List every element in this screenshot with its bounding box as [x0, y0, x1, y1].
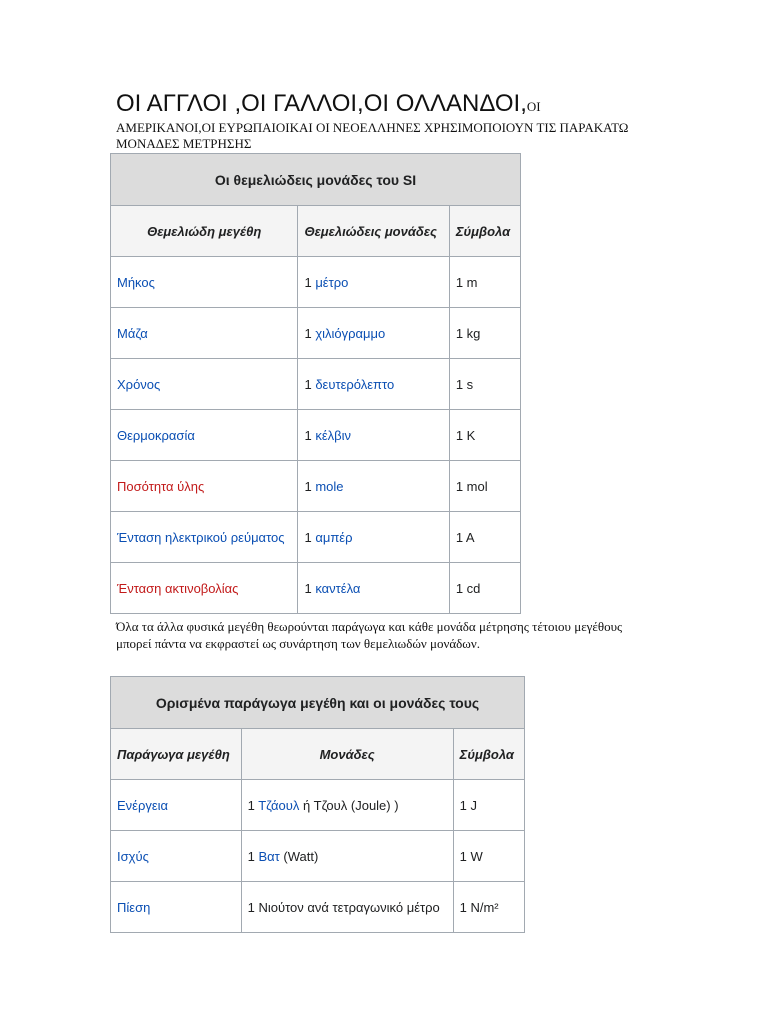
unit-suffix: (Watt) — [279, 848, 319, 864]
page-heading — [116, 88, 676, 152]
column-header-quantity: Θεμελιώδη μεγέθη — [111, 206, 298, 257]
symbol-cell: 1 s — [449, 359, 520, 410]
symbol-cell: 1 A — [449, 512, 520, 563]
table-row — [111, 461, 521, 512]
quantity-cell — [111, 410, 298, 461]
unit-number: 1 — [304, 478, 312, 494]
unit-cell — [241, 780, 453, 831]
symbol-cell: 1 kg — [449, 308, 520, 359]
column-header-unit: Θεμελιώδεις μονάδες — [298, 206, 449, 257]
unit-cell — [298, 512, 449, 563]
quantity-cell — [111, 257, 298, 308]
symbol-cell: 1 K — [449, 410, 520, 461]
quantity-cell — [111, 461, 298, 512]
unit-link[interactable]: χιλιόγραμμο — [315, 325, 386, 341]
quantity-cell — [111, 308, 298, 359]
quantity-cell — [111, 831, 242, 882]
quantity-link[interactable]: Μήκος — [117, 274, 155, 290]
heading-line-1 — [116, 88, 676, 123]
column-header-unit: Μονάδες — [241, 729, 453, 780]
table-row — [111, 410, 521, 461]
quantity-cell — [111, 359, 298, 410]
symbol-cell: 1 m — [449, 257, 520, 308]
quantity-link[interactable]: Πίεση — [117, 899, 151, 915]
unit-prefix: 1 Νιούτον ανά τετραγωνικό μέτρο — [247, 899, 440, 915]
column-header-quantity: Παράγωγα μεγέθη — [111, 729, 242, 780]
quantity-cell — [111, 882, 242, 933]
quantity-cell — [111, 780, 242, 831]
unit-link[interactable]: δευτερόλεπτο — [315, 376, 395, 392]
symbol-cell: 1 N/m² — [453, 882, 524, 933]
symbol-cell: 1 cd — [449, 563, 520, 614]
heading-large-text: ΟΙ ΑΓΓΛΟΙ ,ΟΙ ΓΑΛΛΟΙ,ΟΙ ΟΛΛΑΝΔΟΙ, — [116, 90, 527, 117]
unit-number: 1 — [304, 529, 312, 545]
quantity-cell — [111, 563, 298, 614]
heading-small-text: ΟΙ — [526, 99, 541, 114]
unit-cell — [298, 563, 449, 614]
derived-units-table — [110, 676, 525, 933]
quantity-link[interactable]: Ποσότητα ύλης — [117, 478, 205, 494]
quantity-cell — [111, 512, 298, 563]
unit-suffix: ή Τζουλ (Joule) ) — [299, 797, 399, 813]
unit-number: 1 — [304, 274, 312, 290]
unit-cell — [298, 359, 449, 410]
column-header-symbol: Σύμβολα — [453, 729, 524, 780]
table-caption: Ορισμένα παράγωγα μεγέθη και οι μονάδες τους — [111, 677, 525, 729]
symbol-cell: 1 W — [453, 831, 524, 882]
unit-cell — [298, 308, 449, 359]
unit-cell — [241, 831, 453, 882]
column-header-symbol: Σύμβολα — [449, 206, 520, 257]
unit-cell — [298, 461, 449, 512]
heading-continuation: ΑΜΕΡΙΚΑΝΟΙ,ΟΙ ΕΥΡΩΠΑΙΟΙΚΑΙ ΟΙ ΝΕΟΕΛΛΗΝΕΣ ΧΡΗΣΙΜΟΠΟΙΟΥΝ ΤΙΣ ΠΑΡΑΚΑΤΩ ΜΟΝΑΔΕΣ ΜΕΤΡΗΣΗΣ — [116, 120, 629, 151]
symbol-cell: 1 mol — [449, 461, 520, 512]
table-row — [111, 780, 525, 831]
unit-link[interactable]: mole — [315, 478, 344, 494]
table-row — [111, 882, 525, 933]
symbol-cell: 1 J — [453, 780, 524, 831]
table-row — [111, 563, 521, 614]
unit-link[interactable]: καντέλα — [315, 580, 361, 596]
unit-link[interactable]: αμπέρ — [315, 529, 353, 545]
unit-cell — [241, 882, 453, 933]
table-row — [111, 359, 521, 410]
quantity-link[interactable]: Μάζα — [117, 325, 148, 341]
quantity-link[interactable]: Θερμοκρασία — [117, 427, 195, 443]
unit-number: 1 — [304, 580, 312, 596]
body-paragraph: Όλα τα άλλα φυσικά μεγέθη θεωρούνται παράγωγα και κάθε μονάδα μέτρησης τέτοιου μεγέθους μπορεί πάντα να εκφραστεί ως συνάρτηση των θεμελιωδών μονάδων. — [116, 619, 623, 651]
table-row — [111, 512, 521, 563]
unit-link[interactable]: Βατ — [258, 848, 280, 864]
quantity-link[interactable]: Χρόνος — [117, 376, 161, 392]
unit-cell — [298, 410, 449, 461]
quantity-link[interactable]: Ενέργεια — [117, 797, 169, 813]
unit-prefix: 1 — [247, 848, 259, 864]
unit-number: 1 — [304, 325, 312, 341]
table-row — [111, 831, 525, 882]
si-base-units-table — [110, 153, 521, 614]
unit-number: 1 — [304, 427, 312, 443]
table-row — [111, 308, 521, 359]
unit-prefix: 1 — [247, 797, 259, 813]
unit-link[interactable]: Τζάουλ — [258, 797, 300, 813]
unit-link[interactable]: κέλβιν — [315, 427, 351, 443]
unit-link[interactable]: μέτρο — [315, 274, 349, 290]
quantity-link[interactable]: Ισχύς — [117, 848, 149, 864]
unit-cell — [298, 257, 449, 308]
unit-number: 1 — [304, 376, 312, 392]
quantity-link[interactable]: Ένταση ακτινοβολίας — [117, 580, 239, 596]
quantity-link[interactable]: Ένταση ηλεκτρικού ρεύματος — [117, 529, 285, 545]
table-caption: Οι θεμελιώδεις μονάδες του SI — [111, 154, 521, 206]
table-row — [111, 257, 521, 308]
